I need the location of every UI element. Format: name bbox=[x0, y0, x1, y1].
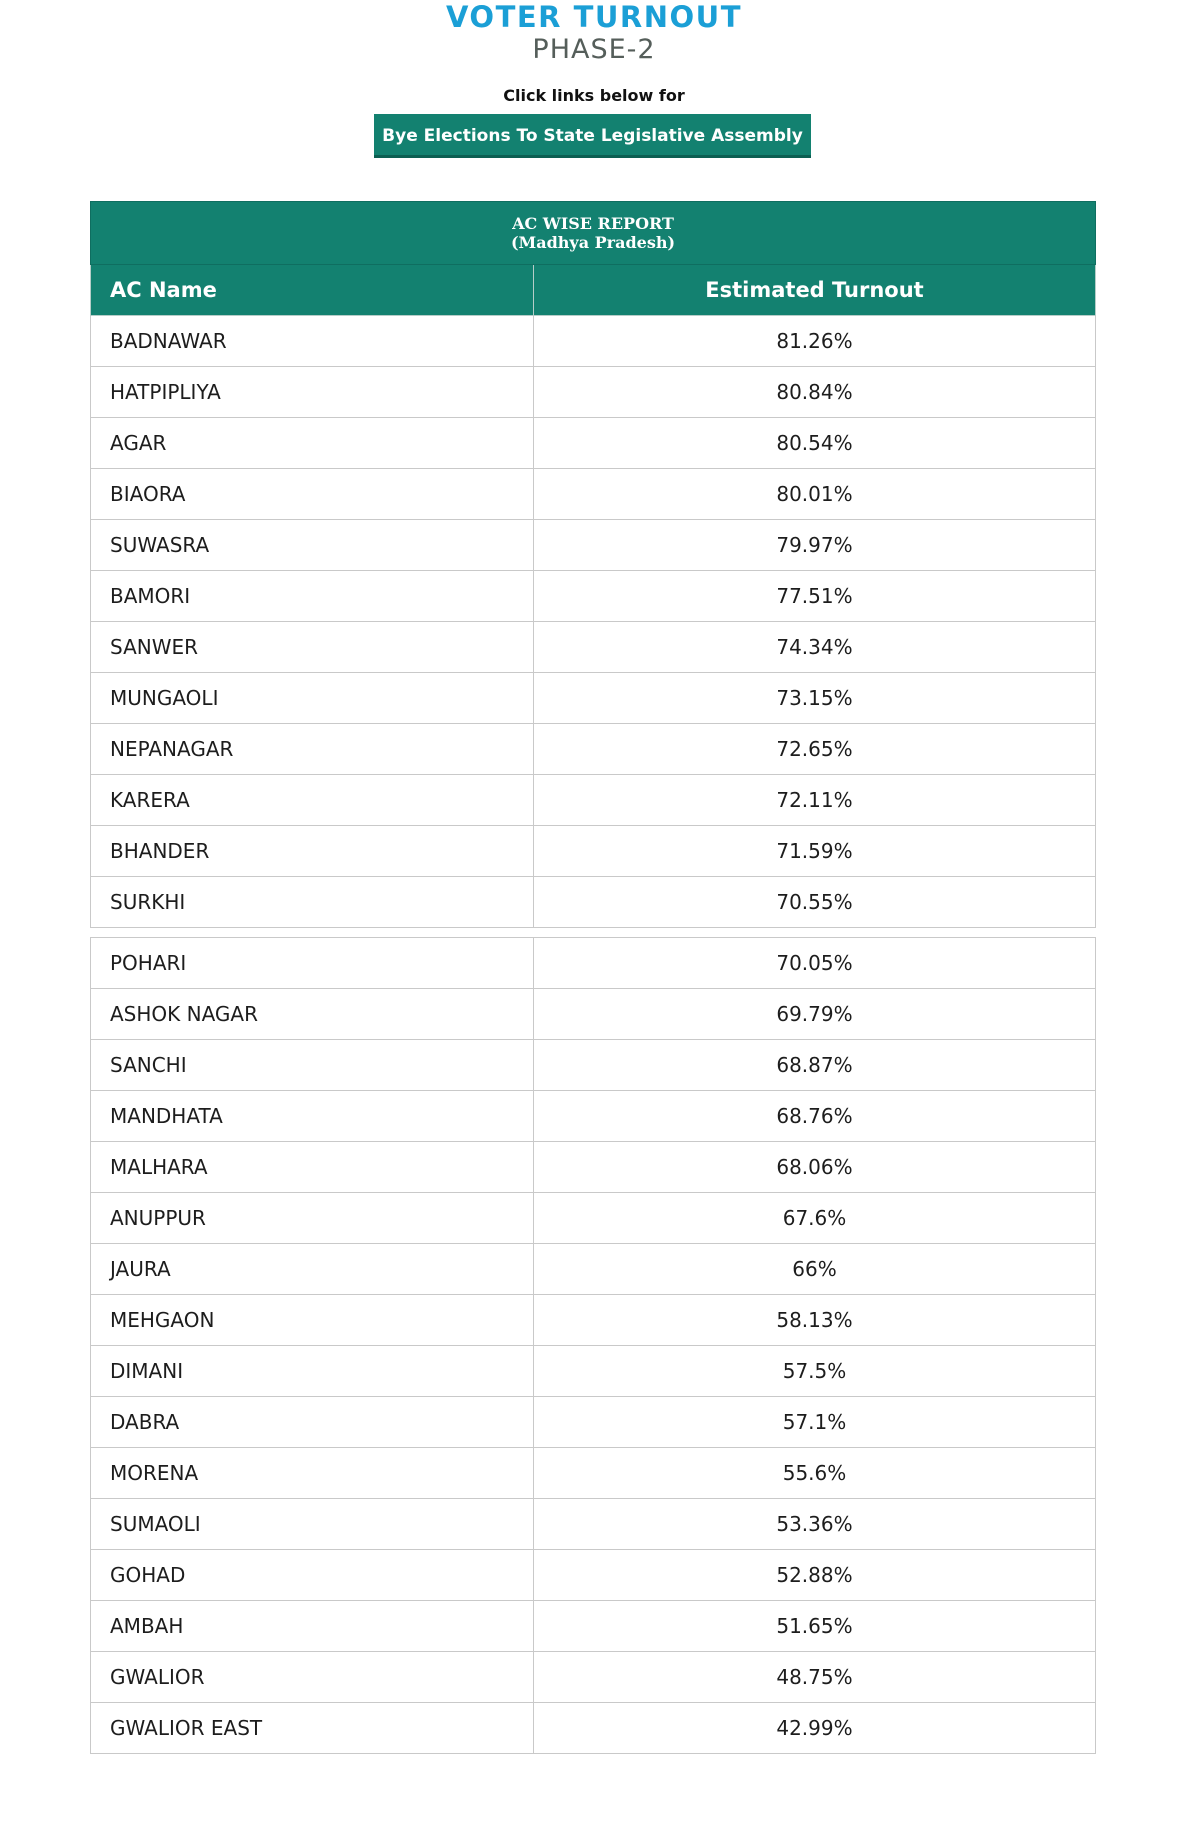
turnout-cell: 53.36% bbox=[534, 1499, 1096, 1550]
table-row bbox=[91, 938, 1096, 989]
turnout-cell: 72.65% bbox=[534, 724, 1096, 775]
turnout-cell: 66% bbox=[534, 1244, 1096, 1295]
table-row bbox=[91, 1193, 1096, 1244]
ac-name-cell: ANUPPUR bbox=[91, 1193, 534, 1244]
ac-name-cell: GWALIOR bbox=[91, 1652, 534, 1703]
ac-name-cell: AGAR bbox=[91, 418, 534, 469]
ac-name-cell: NEPANAGAR bbox=[91, 724, 534, 775]
turnout-cell: 80.01% bbox=[534, 469, 1096, 520]
report-caption bbox=[91, 202, 1096, 265]
column-header-estimated-turnout: Estimated Turnout bbox=[534, 265, 1096, 316]
turnout-cell: 42.99% bbox=[534, 1703, 1096, 1754]
ac-name-cell: GWALIOR EAST bbox=[91, 1703, 534, 1754]
page-subtitle: PHASE-2 bbox=[532, 34, 656, 65]
table-gap bbox=[91, 928, 1096, 938]
table-row bbox=[91, 316, 1096, 367]
table-row bbox=[91, 418, 1096, 469]
ac-name-cell: HATPIPLIYA bbox=[91, 367, 534, 418]
table-row bbox=[91, 877, 1096, 928]
report-caption-state: (Madhya Pradesh) bbox=[510, 233, 676, 252]
page-title: VOTER TURNOUT bbox=[445, 0, 743, 34]
bye-elections-button[interactable]: Bye Elections To State Legislative Assembly bbox=[374, 114, 811, 158]
turnout-cell: 70.55% bbox=[534, 877, 1096, 928]
turnout-cell: 68.06% bbox=[534, 1142, 1096, 1193]
ac-name-cell: GOHAD bbox=[91, 1550, 534, 1601]
ac-name-cell: MEHGAON bbox=[91, 1295, 534, 1346]
ac-name-cell: SANCHI bbox=[91, 1040, 534, 1091]
column-header-ac-name: AC Name bbox=[91, 265, 534, 316]
table-row bbox=[91, 571, 1096, 622]
ac-name-cell: SUMAOLI bbox=[91, 1499, 534, 1550]
table-row bbox=[91, 1397, 1096, 1448]
table-row bbox=[91, 1601, 1096, 1652]
ac-name-cell: BADNAWAR bbox=[91, 316, 534, 367]
turnout-cell: 68.87% bbox=[534, 1040, 1096, 1091]
table-row bbox=[91, 622, 1096, 673]
table-row bbox=[91, 1499, 1096, 1550]
ac-name-cell: SUWASRA bbox=[91, 520, 534, 571]
table-row bbox=[91, 469, 1096, 520]
table-row bbox=[91, 1346, 1096, 1397]
turnout-cell: 48.75% bbox=[534, 1652, 1096, 1703]
table-row bbox=[91, 1142, 1096, 1193]
ac-name-cell: MANDHATA bbox=[91, 1091, 534, 1142]
ac-name-cell: POHARI bbox=[91, 938, 534, 989]
turnout-cell: 70.05% bbox=[534, 938, 1096, 989]
turnout-cell: 55.6% bbox=[534, 1448, 1096, 1499]
ac-name-cell: MORENA bbox=[91, 1448, 534, 1499]
turnout-cell: 51.65% bbox=[534, 1601, 1096, 1652]
table-row bbox=[91, 673, 1096, 724]
ac-name-cell: MALHARA bbox=[91, 1142, 534, 1193]
ac-name-cell: DIMANI bbox=[91, 1346, 534, 1397]
ac-name-cell: BHANDER bbox=[91, 826, 534, 877]
turnout-cell: 58.13% bbox=[534, 1295, 1096, 1346]
turnout-cell: 71.59% bbox=[534, 826, 1096, 877]
table-row bbox=[91, 1703, 1096, 1754]
ac-name-cell: SURKHI bbox=[91, 877, 534, 928]
ac-name-cell: SANWER bbox=[91, 622, 534, 673]
table-row bbox=[91, 1550, 1096, 1601]
table-row bbox=[91, 724, 1096, 775]
turnout-cell: 57.5% bbox=[534, 1346, 1096, 1397]
turnout-cell: 81.26% bbox=[534, 316, 1096, 367]
ac-name-cell: AMBAH bbox=[91, 1601, 534, 1652]
table-row bbox=[91, 1652, 1096, 1703]
turnout-cell: 73.15% bbox=[534, 673, 1096, 724]
turnout-cell: 68.76% bbox=[534, 1091, 1096, 1142]
table-row bbox=[91, 367, 1096, 418]
table-row bbox=[91, 775, 1096, 826]
ac-name-cell: KARERA bbox=[91, 775, 534, 826]
turnout-cell: 69.79% bbox=[534, 989, 1096, 1040]
report-caption-title: AC WISE REPORT bbox=[512, 214, 674, 233]
report-body bbox=[91, 316, 1096, 1754]
table-row bbox=[91, 1040, 1096, 1091]
turnout-cell: 80.84% bbox=[534, 367, 1096, 418]
turnout-cell: 79.97% bbox=[534, 520, 1096, 571]
table-row bbox=[91, 1091, 1096, 1142]
table-row bbox=[91, 826, 1096, 877]
table-row bbox=[91, 1295, 1096, 1346]
turnout-cell: 72.11% bbox=[534, 775, 1096, 826]
ac-name-cell: DABRA bbox=[91, 1397, 534, 1448]
links-note: Click links below for bbox=[503, 86, 685, 105]
turnout-cell: 74.34% bbox=[534, 622, 1096, 673]
turnout-cell: 80.54% bbox=[534, 418, 1096, 469]
table-row bbox=[91, 989, 1096, 1040]
table-row bbox=[91, 1448, 1096, 1499]
table-row bbox=[91, 520, 1096, 571]
table-gap-cell bbox=[91, 928, 1096, 938]
ac-name-cell: BAMORI bbox=[91, 571, 534, 622]
ac-wise-report-table bbox=[90, 201, 1096, 1754]
turnout-cell: 52.88% bbox=[534, 1550, 1096, 1601]
ac-name-cell: ASHOK NAGAR bbox=[91, 989, 534, 1040]
turnout-cell: 57.1% bbox=[534, 1397, 1096, 1448]
turnout-cell: 67.6% bbox=[534, 1193, 1096, 1244]
ac-name-cell: BIAORA bbox=[91, 469, 534, 520]
ac-name-cell: MUNGAOLI bbox=[91, 673, 534, 724]
table-row bbox=[91, 1244, 1096, 1295]
turnout-cell: 77.51% bbox=[534, 571, 1096, 622]
ac-name-cell: JAURA bbox=[91, 1244, 534, 1295]
